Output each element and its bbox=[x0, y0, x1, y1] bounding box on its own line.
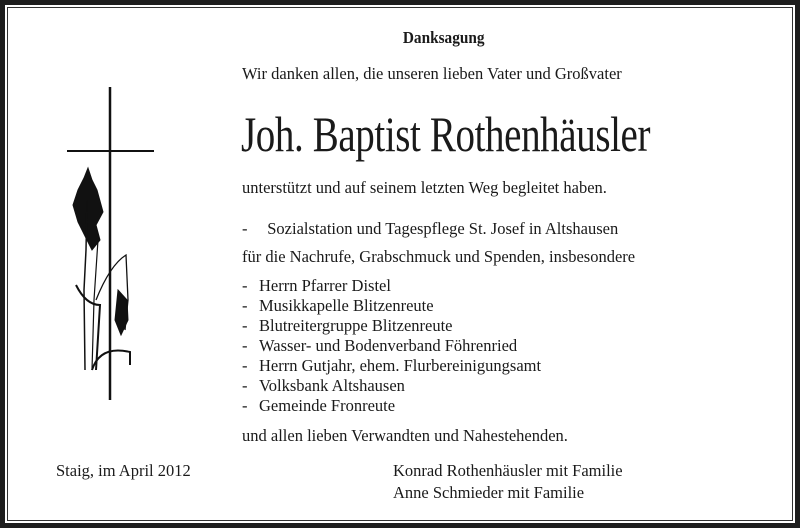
item-text: Herrn Pfarrer Distel bbox=[259, 276, 391, 295]
dash: - bbox=[242, 356, 248, 375]
dash: - bbox=[242, 396, 248, 415]
list-item bbox=[242, 316, 453, 336]
dash: - bbox=[242, 276, 248, 295]
item-text: Blutreitergruppe Blitzenreute bbox=[259, 316, 453, 335]
list-item bbox=[242, 356, 541, 376]
intro-text: Wir danken allen, die unseren lieben Vater und Großvater bbox=[242, 64, 622, 83]
item-text: Gemeinde Fronreute bbox=[259, 396, 396, 415]
deceased-name: Joh. Baptist Rothenhäusler bbox=[241, 106, 651, 162]
item-text: Herrn Gutjahr, ehem. Flurbereinigungsamt bbox=[259, 356, 542, 375]
list-item bbox=[242, 219, 618, 239]
condolence-text: für die Nachrufe, Grabschmuck und Spenden, insbesondere bbox=[242, 247, 636, 266]
dash: - bbox=[242, 219, 248, 238]
place-date: Staig, im April 2012 bbox=[56, 461, 191, 480]
item-text: Wasser- und Bodenverband Föhrenried bbox=[259, 336, 518, 355]
dash: - bbox=[242, 296, 248, 315]
closing-text: und allen lieben Verwandten und Nahestehenden. bbox=[242, 426, 568, 445]
item-text: Sozialstation und Tagespflege St. Josef in Altshausen bbox=[267, 219, 619, 238]
title: Danksagung bbox=[402, 28, 485, 47]
list-item bbox=[242, 296, 434, 316]
signature: Anne Schmieder mit Familie bbox=[393, 483, 585, 502]
list-item bbox=[242, 336, 517, 356]
list-item bbox=[242, 376, 405, 396]
dash: - bbox=[242, 336, 248, 355]
list-item bbox=[242, 396, 395, 416]
item-text: Volksbank Altshausen bbox=[259, 376, 405, 395]
list-item bbox=[242, 276, 391, 296]
item-text: Musikkapelle Blitzenreute bbox=[259, 296, 434, 315]
support-text: unterstützt und auf seinem letzten Weg begleitet haben. bbox=[242, 178, 607, 197]
dash: - bbox=[242, 316, 248, 335]
dash: - bbox=[242, 376, 248, 395]
signature: Konrad Rothenhäusler mit Familie bbox=[393, 461, 623, 480]
